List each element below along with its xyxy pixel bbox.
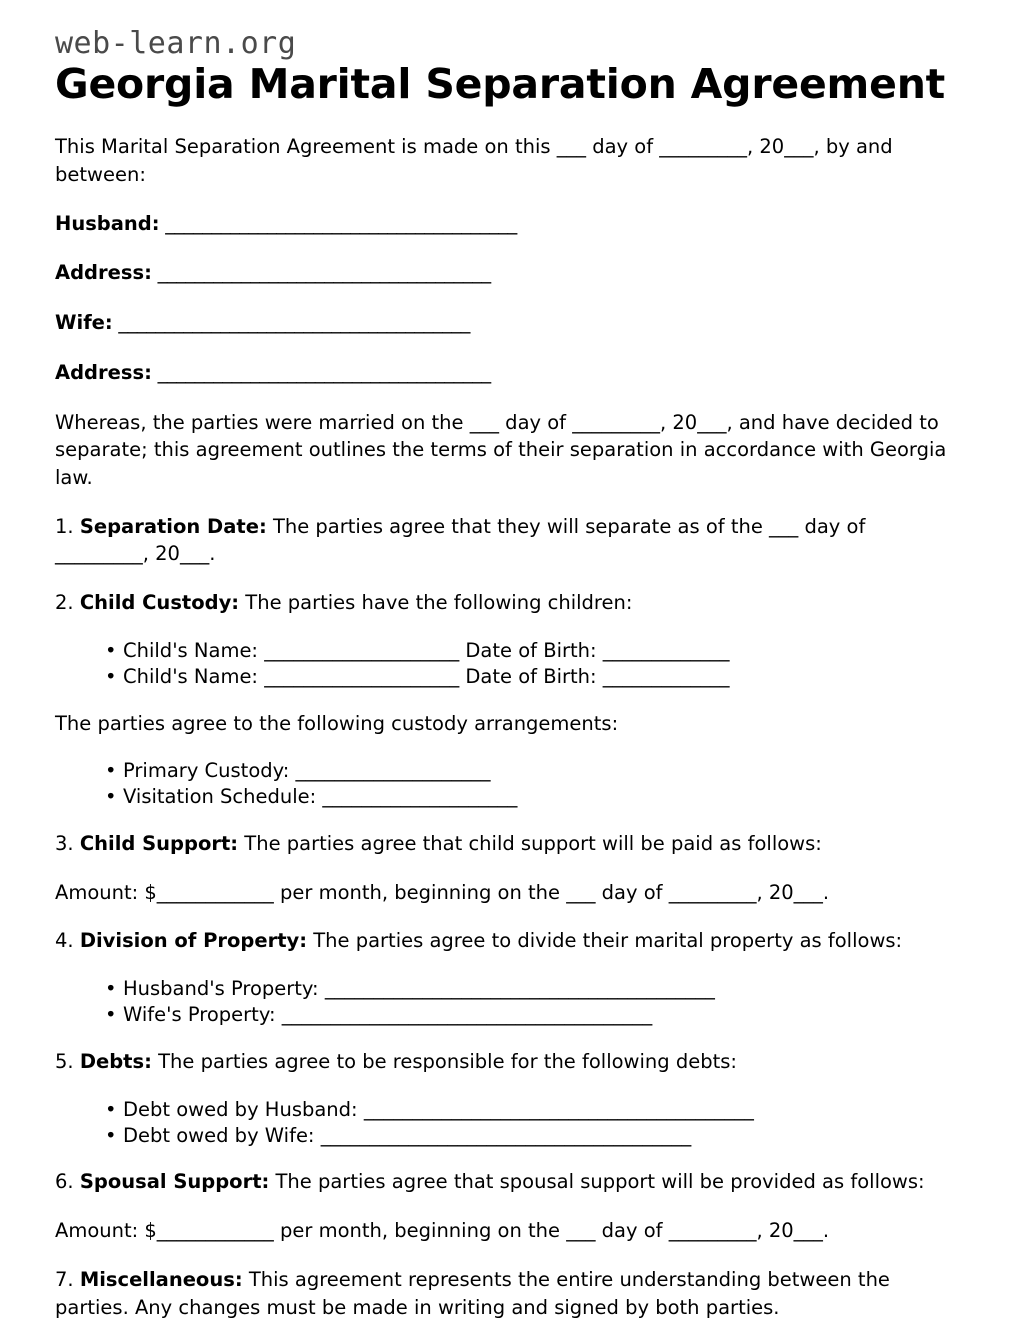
list-item: • Visitation Schedule: ____________________ [105, 784, 953, 810]
list-item: • Child's Name: ____________________ Date of Birth: _____________ [105, 664, 953, 690]
section-1-number: 1. [55, 514, 74, 538]
section-6-title: Spousal Support: [79, 1170, 270, 1194]
child-support-amount-line: Amount: $____________ per month, beginning on the ___ day of _________, 20___. [55, 880, 830, 904]
document-header [0, 0, 1025, 107]
section-5-debts [55, 1048, 953, 1076]
section-3-number: 3. [55, 832, 74, 856]
section-5-number: 5. [55, 1049, 74, 1073]
party-blank-wife-address: ____________________________________ [151, 360, 491, 384]
section-7-text: This agreement represents the entire understanding between the parties. Any changes must be made in writing and signed by both parties. [55, 1267, 890, 1319]
site-logo: web-learn.org [55, 26, 297, 61]
party-line-wife [55, 309, 953, 337]
spousal-support-amount-line: Amount: $____________ per month, beginning on the ___ day of _________, 20___. [55, 1219, 830, 1243]
party-label-husband: Husband: [55, 211, 160, 235]
party-line-husband [55, 210, 953, 238]
section-4-text: The parties agree to divide their marital property as follows: [307, 929, 903, 953]
section-2-number: 2. [55, 590, 74, 614]
section-7-miscellaneous [55, 1266, 953, 1321]
party-blank-wife: ______________________________________ [112, 311, 470, 335]
section-5-text: The parties agree to be responsible for the following debts: [151, 1049, 737, 1073]
party-line-husband-address [55, 259, 953, 287]
list-item: • Wife's Property: ______________________________________ [105, 1002, 953, 1028]
section-1-separation-date [55, 513, 953, 568]
list-item: • Child's Name: ____________________ Date of Birth: _____________ [105, 638, 953, 664]
section-1-text: The parties agree that they will separate as of the ___ day of _________, 20___. [55, 514, 866, 566]
list-item: • Debt owed by Wife: ______________________________________ [105, 1123, 953, 1149]
section-3-child-support [55, 830, 953, 858]
section-1-title: Separation Date: [79, 514, 267, 538]
intro-paragraph: This Marital Separation Agreement is made on this ___ day of _________, 20___, by and between: [55, 135, 893, 187]
section-6-spousal-support [55, 1168, 953, 1196]
whereas-paragraph: Whereas, the parties were married on the ___ day of _________, 20___, and have decided to separate; this agreement outlines the terms of their separation in accordance with Georgia law. [55, 410, 947, 489]
property-list [55, 976, 953, 1028]
section-2-text: The parties have the following children: [239, 590, 633, 614]
list-item: • Husband's Property: ________________________________________ [105, 976, 953, 1002]
section-4-number: 4. [55, 929, 74, 953]
list-item: • Primary Custody: ____________________ [105, 758, 953, 784]
debts-list [55, 1097, 953, 1149]
custody-arrangements-intro: The parties agree to the following custody arrangements: [55, 711, 619, 735]
party-blank-husband-address: ____________________________________ [151, 261, 491, 285]
party-label-wife-address: Address: [55, 360, 152, 384]
section-2-title: Child Custody: [79, 590, 240, 614]
section-3-title: Child Support: [79, 832, 239, 856]
section-7-number: 7. [55, 1267, 74, 1291]
page-title: Georgia Marital Separation Agreement [55, 59, 946, 108]
children-list [55, 638, 953, 690]
section-6-text: The parties agree that spousal support will be provided as follows: [269, 1170, 925, 1194]
section-7-title: Miscellaneous: [79, 1267, 243, 1291]
list-item: • Debt owed by Husband: ________________________________________ [105, 1097, 953, 1123]
party-label-wife: Wife: [55, 311, 113, 335]
party-line-wife-address [55, 359, 953, 387]
section-5-title: Debts: [79, 1049, 152, 1073]
section-4-division-of-property [55, 927, 953, 955]
document-body [0, 133, 1025, 1321]
section-4-title: Division of Property: [79, 929, 308, 953]
custody-arrangements-list [55, 758, 953, 810]
section-3-text: The parties agree that child support will be paid as follows: [238, 832, 822, 856]
section-6-number: 6. [55, 1170, 74, 1194]
section-2-child-custody [55, 589, 953, 617]
party-blank-husband: ______________________________________ [159, 211, 517, 235]
party-label-husband-address: Address: [55, 261, 152, 285]
